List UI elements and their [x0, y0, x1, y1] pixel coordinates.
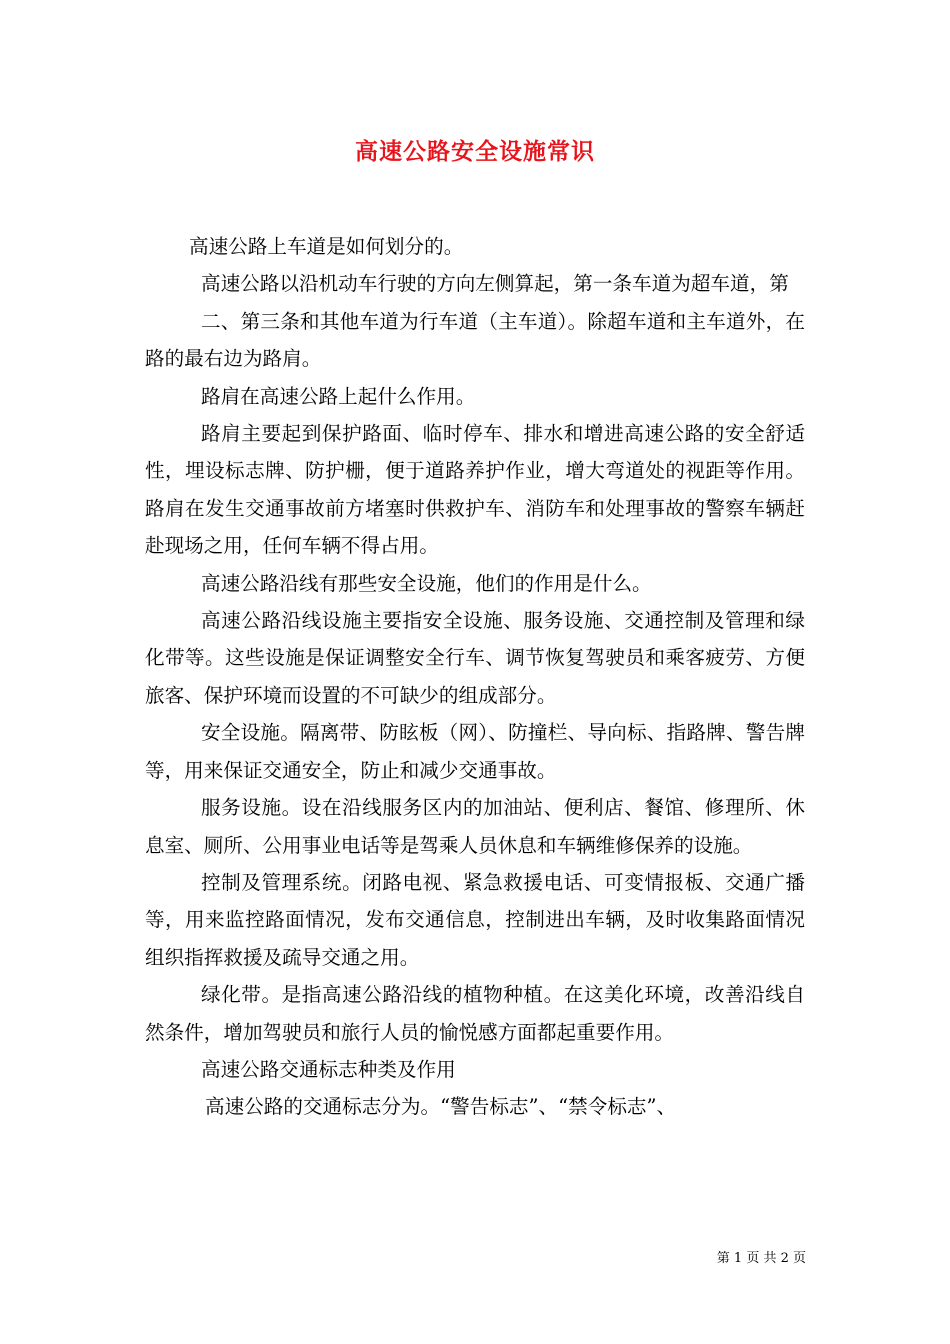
paragraph-9: 服务设施。设在沿线服务区内的加油站、便利店、餐馆、修理所、休息室、厕所、公用事业电话等是驾乘人员休息和车辆维修保养的设施。 — [145, 796, 805, 857]
paragraph-2: 高速公路以沿机动车行驶的方向左侧算起，第一条车道为超车道，第 — [201, 272, 789, 296]
paragraph-8: 安全设施。隔离带、防眩板（网）、防撞栏、导向标、指路牌、警告牌等，用来保证交通安全，防止和减少交通事故。 — [145, 721, 805, 782]
paragraph-13: 高速公路的交通标志分为。“警告标志”、“禁令标志”、 — [205, 1095, 677, 1119]
paragraph-4: 路肩在高速公路上起什么作用。 — [201, 384, 476, 408]
paragraph-1: 高速公路上车道是如何划分的。 — [189, 235, 464, 258]
paragraph-3: 二、第三条和其他车道为行车道（主车道）。除超车道和主车道外，在路的最右边为路肩。 — [145, 309, 805, 371]
paragraph-5: 路肩主要起到保护路面、临时停车、排水和增进高速公路的安全舒适性，埋设标志牌、防护栅，便于道路养护作业，增大弯道处的视距等作用。路肩在发生交通事故前方堵塞时供救护车、消防车和处理事故的警察车辆赶赴现场之用，任何车辆不得占用。 — [145, 422, 805, 558]
paragraph-12: 高速公路交通标志种类及作用 — [201, 1057, 456, 1081]
page-footer: 第 1 页 共 2 页 — [716, 1251, 806, 1266]
page-title: 高速公路安全设施常识 — [355, 138, 595, 165]
document-body — [145, 228, 805, 1126]
paragraph-7: 高速公路沿线设施主要指安全设施、服务设施、交通控制及管理和绿化带等。这些设施是保证调整安全行车、调节恢复驾驶员和乘客疲劳、方便旅客、保护环境而设置的不可缺少的组成部分。 — [145, 609, 805, 707]
paragraph-10: 控制及管理系统。闭路电视、紧急救援电话、可变情报板、交通广播等，用来监控路面情况，发布交通信息，控制进出车辆，及时收集路面情况组织指挥救援及疏导交通之用。 — [145, 870, 805, 969]
paragraph-6: 高速公路沿线有那些安全设施，他们的作用是什么。 — [201, 571, 652, 595]
paragraph-11: 绿化带。是指高速公路沿线的植物种植。在这美化环境，改善沿线自然条件，增加驾驶员和旅行人员的愉悦感方面都起重要作用。 — [145, 983, 805, 1044]
